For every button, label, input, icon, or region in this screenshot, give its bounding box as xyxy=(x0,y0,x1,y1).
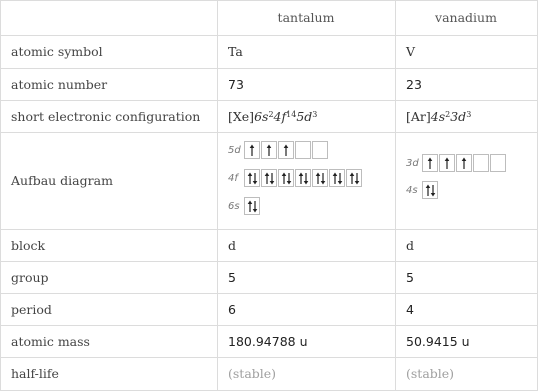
vanadium-block: d xyxy=(406,237,415,253)
single-electron-box xyxy=(278,141,294,159)
vanadium-atomic-symbol: V xyxy=(406,44,416,59)
row-label-atomic-number: atomic number xyxy=(11,76,108,92)
orbital-label: 3d xyxy=(406,157,419,169)
row-label-block: block xyxy=(11,237,46,253)
vanadium-electron-configuration: [Ar] 4s $^2$ 3d $^3$ xyxy=(406,108,472,124)
single-electron-box xyxy=(456,154,472,172)
row-label-half-life: half-life xyxy=(11,366,59,381)
tantalum-period: 6 xyxy=(228,301,236,317)
paired-electrons-box xyxy=(346,169,362,187)
tantalum-atomic-mass: 180.94788 u xyxy=(228,333,308,349)
orbital-label: 4s xyxy=(406,184,418,196)
single-electron-box xyxy=(261,141,277,159)
tantalum-atomic-symbol: Ta xyxy=(228,44,243,59)
single-electron-box xyxy=(439,154,455,172)
paired-electrons-box xyxy=(329,169,345,187)
paired-electrons-box xyxy=(244,169,260,187)
tantalum-block: d xyxy=(228,237,237,253)
tantalum-config-core: [Xe] xyxy=(228,108,255,124)
orbital-label: 4f xyxy=(228,172,238,184)
row-label-atomic-mass: atomic mass xyxy=(11,333,90,349)
paired-electrons-box xyxy=(295,169,311,187)
tantalum-atomic-number: 73 xyxy=(228,76,244,92)
tantalum-orbital-4f xyxy=(228,169,363,187)
single-electron-box xyxy=(244,141,260,159)
tantalum-group: 5 xyxy=(228,269,236,285)
orbital-label: 6s xyxy=(228,200,240,212)
paired-electrons-box xyxy=(244,197,260,215)
vanadium-group: 5 xyxy=(406,269,414,285)
tantalum-orbital-5d xyxy=(228,141,329,159)
tantalum-half-life: (stable) xyxy=(228,366,277,381)
paired-electrons-box xyxy=(278,169,294,187)
row-label-atomic-symbol: atomic symbol xyxy=(11,44,103,59)
vanadium-half-life: (stable) xyxy=(406,366,455,381)
orbital-label: 5d xyxy=(228,144,241,156)
row-label-aufbau-diagram: Aufbau diagram xyxy=(11,173,113,188)
vanadium-atomic-number: 23 xyxy=(406,76,422,92)
empty-orbital-box xyxy=(490,154,506,172)
empty-orbital-box xyxy=(473,154,489,172)
single-electron-box xyxy=(422,154,438,172)
empty-orbital-box xyxy=(295,141,311,159)
column-header-tantalum: tantalum xyxy=(277,10,335,25)
vanadium-config-core: [Ar] xyxy=(406,108,431,124)
vanadium-orbital-3d xyxy=(406,154,507,172)
paired-electrons-box xyxy=(422,181,438,199)
tantalum-orbital-6s xyxy=(228,197,261,215)
column-header-vanadium: vanadium xyxy=(435,10,497,25)
paired-electrons-box xyxy=(312,169,328,187)
row-label-short-electronic-configuration: short electronic configuration xyxy=(11,108,201,124)
paired-electrons-box xyxy=(261,169,277,187)
vanadium-period: 4 xyxy=(406,301,414,317)
vanadium-atomic-mass: 50.9415 u xyxy=(406,333,470,349)
vanadium-orbital-4s xyxy=(406,181,439,199)
tantalum-electron-configuration: [Xe] 6s $^2$ 4f $^{14}$ 5d $^3$ xyxy=(228,108,318,124)
row-label-group: group xyxy=(11,269,49,285)
empty-orbital-box xyxy=(312,141,328,159)
row-label-period: period xyxy=(11,301,52,317)
